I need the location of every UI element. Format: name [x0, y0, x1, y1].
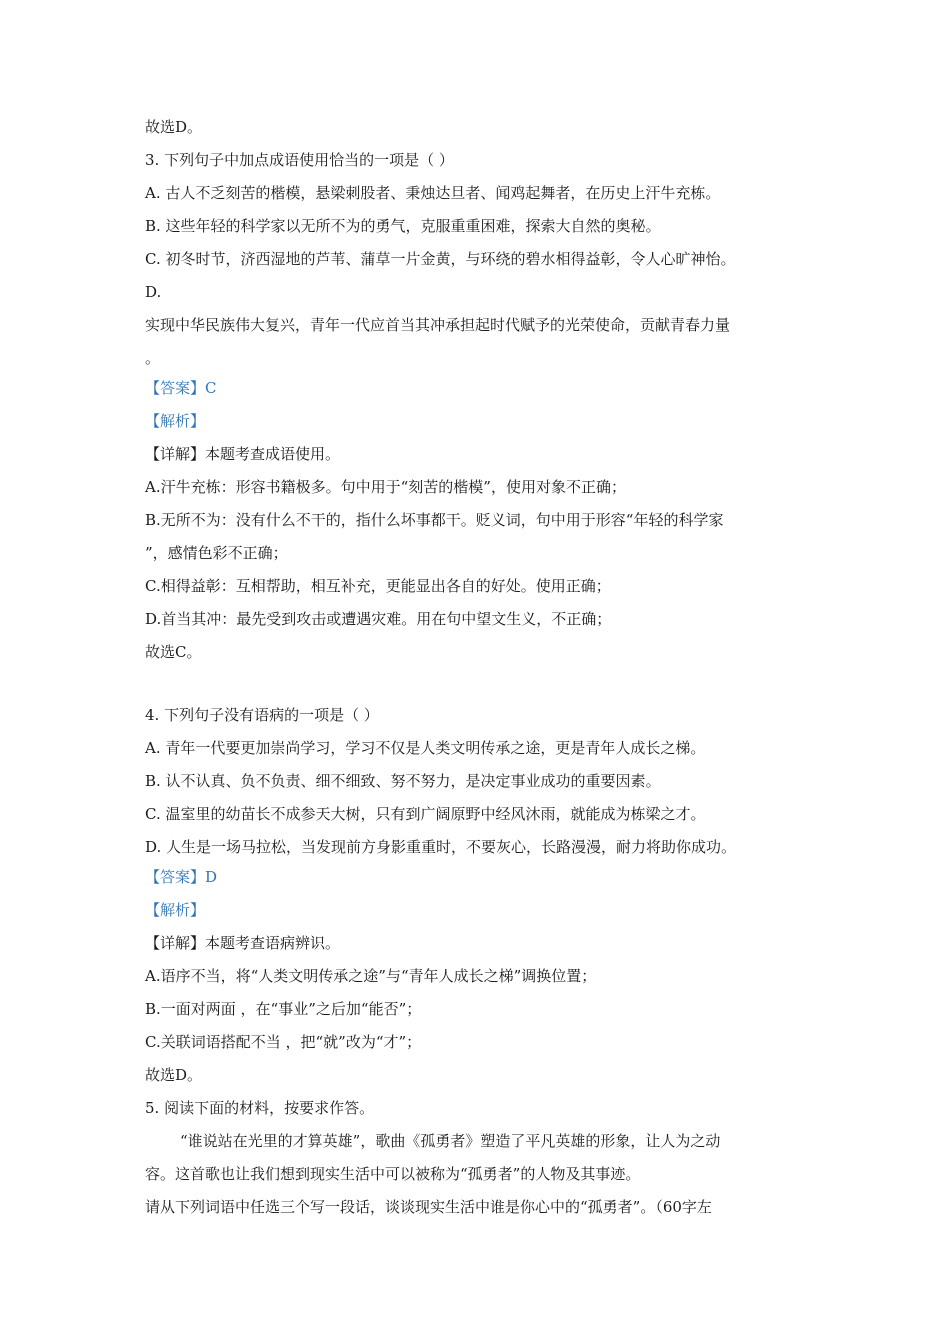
explanation-line: B.无所不为：没有什么不干的，指什么坏事都干。贬义词，句中用于形容“年轻的科学家 — [145, 511, 724, 529]
question-3-option-c: C. 初冬时节，济西湿地的芦苇、蒲草一片金黄，与环绕的碧水相得益彰，令人心旷神怡。 — [145, 250, 736, 268]
explanation-line: C.相得益彰：互相帮助，相互补充，更能显出各自的好处。使用正确； — [145, 577, 611, 595]
question-3-option-b: B. 这些年轻的科学家以无所不为的勇气，克服重重困难，探索大自然的奥秘。 — [145, 217, 661, 235]
question-4-option-b: B. 认不认真、负不负责、细不细致、努不努力，是决定事业成功的重要因素。 — [145, 772, 661, 790]
explanation-line: D.首当其冲：最先受到攻击或遭遇灾难。用在句中望文生义，不正确； — [145, 610, 612, 628]
explanation-line: ”，感情色彩不正确； — [145, 544, 288, 562]
analysis-label: 【解析】 — [145, 901, 206, 919]
question-3-option-a: A. 古人不乏刻苦的楷模，悬梁刺股者、秉烛达旦者、闻鸡起舞者，在历史上汗牛充栋。 — [145, 184, 721, 202]
task-instruction: 请从下列词语中任选三个写一段话，谈谈现实生活中谁是你心中的“孤勇者”。（60字左 — [145, 1198, 712, 1216]
question-5-stem: 5. 阅读下面的材料，按要求作答。 — [145, 1099, 375, 1117]
conclusion-line: 故选D。 — [145, 1066, 203, 1084]
question-3-stem: 3. 下列句子中加点成语使用恰当的一项是（ ） — [145, 151, 454, 169]
question-3-option-d-text: 实现中华民族伟大复兴，青年一代应首当其冲承担起时代赋予的光荣使命，贡献青春力量 — [145, 316, 731, 334]
conclusion-line: 故选C。 — [145, 643, 202, 661]
question-3-option-d-end: 。 — [145, 349, 161, 367]
answer-label: 【答案】C — [145, 379, 217, 397]
question-4-stem: 4. 下列句子没有语病的一项是（ ） — [145, 706, 379, 724]
explanation-line: B.一面对两面 ，在“事业”之后加“能否”； — [145, 1000, 422, 1018]
conclusion-line: 故选D。 — [145, 118, 203, 136]
answer-label: 【答案】D — [145, 868, 218, 886]
analysis-label: 【解析】 — [145, 412, 206, 430]
material-paragraph: 容。这首歌也让我们想到现实生活中可以被称为“孤勇者”的人物及其事迹。 — [145, 1165, 641, 1183]
detail-label: 【详解】本题考查成语使用。 — [145, 445, 341, 463]
explanation-line: A.语序不当，将“人类文明传承之途”与“青年人成长之梯”调换位置； — [145, 967, 597, 985]
question-4-option-c: C. 温室里的幼苗长不成参天大树，只有到广阔原野中经风沐雨，就能成为栋梁之才。 — [145, 805, 706, 823]
explanation-line: A.汗牛充栋：形容书籍极多。句中用于“刻苦的楷模”，使用对象不正确； — [145, 478, 626, 496]
question-4-option-a: A. 青年一代要更加崇尚学习，学习不仅是人类文明传承之途，更是青年人成长之梯。 — [145, 739, 706, 757]
question-4-option-d: D. 人生是一场马拉松，当发现前方身影重重时，不要灰心，长路漫漫，耐力将助你成功。 — [145, 838, 737, 856]
material-paragraph: “谁说站在光里的才算英雄”，歌曲《孤勇者》塑造了平凡英雄的形象，让人为之动 — [180, 1132, 721, 1150]
question-3-option-d-label: D. — [145, 283, 162, 301]
detail-label: 【详解】本题考查语病辨识。 — [145, 934, 341, 952]
explanation-line: C.关联词语搭配不当 ，把“就”改为“才”； — [145, 1033, 422, 1051]
